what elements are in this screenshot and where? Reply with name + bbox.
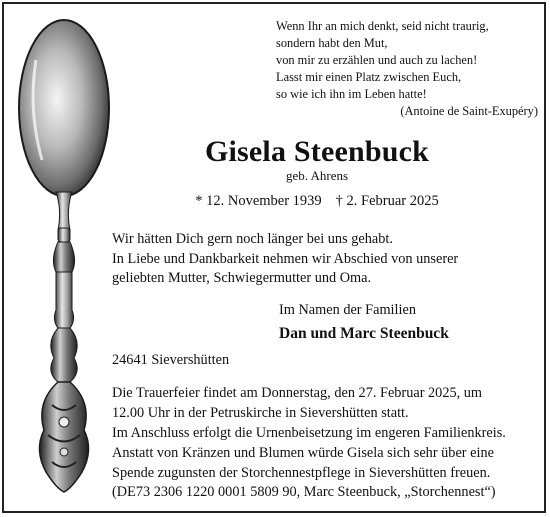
funeral-line: Die Trauerfeier findet am Donnerstag, den 27. Februar 2025, um <box>112 385 483 401</box>
life-dates <box>112 192 522 210</box>
donation-line: Anstatt von Kränzen und Blumen würde Gisela sich sehr über eine <box>112 445 494 461</box>
farewell-message <box>112 230 544 289</box>
family-signature <box>279 301 539 343</box>
donation-line: (DE73 2306 1220 0001 5809 90, Marc Steenbuck, „Storchennest“) <box>112 484 496 501</box>
death-date: † 2. Februar 2025 <box>335 193 439 209</box>
donation-info <box>112 444 544 503</box>
family-intro: Im Namen der Familien <box>279 302 416 318</box>
funeral-line: 12.00 Uhr in der Petruskirche in Sievershütten statt. <box>112 404 409 421</box>
poem-line: Lasst mir einen Platz zwischen Euch, <box>276 70 462 85</box>
family-names: Dan und Marc Steenbuck <box>279 324 449 342</box>
maiden-name: geb. Ahrens <box>285 168 349 183</box>
poem-author: (Antoine de Saint-Exupéry) <box>400 104 538 119</box>
message-line: geliebten Mutter, Schwiegermutter und Oma. <box>112 270 372 287</box>
message-line: Wir hätten Dich gern noch länger bei uns gehabt. <box>112 231 393 247</box>
poem-line: von mir zu erzählen und auch zu lachen! <box>276 53 478 68</box>
location: 24641 Sievershütten <box>112 352 230 368</box>
birth-date: * 12. November 1939 <box>195 193 322 209</box>
burial-info: Im Anschluss erfolgt die Urnenbeisetzung im engeren Familienkreis. <box>112 425 506 441</box>
deceased-name: Gisela Steenbuck <box>204 135 430 168</box>
spoon-illustration <box>6 10 116 505</box>
message-line: In Liebe und Dankbarkeit nehmen wir Abschied von unserer <box>112 250 459 267</box>
funeral-info <box>112 384 544 423</box>
poem-line: Wenn Ihr an mich denkt, seid nicht traurig, <box>276 19 489 33</box>
donation-line: Spende zugunsten der Storchennestpflege in Sievershütten freuen. <box>112 464 491 481</box>
poem-line: so wie ich ihn im Leben hatte! <box>276 87 427 102</box>
poem-block <box>276 18 544 121</box>
poem-line: sondern habt den Mut, <box>276 36 388 51</box>
